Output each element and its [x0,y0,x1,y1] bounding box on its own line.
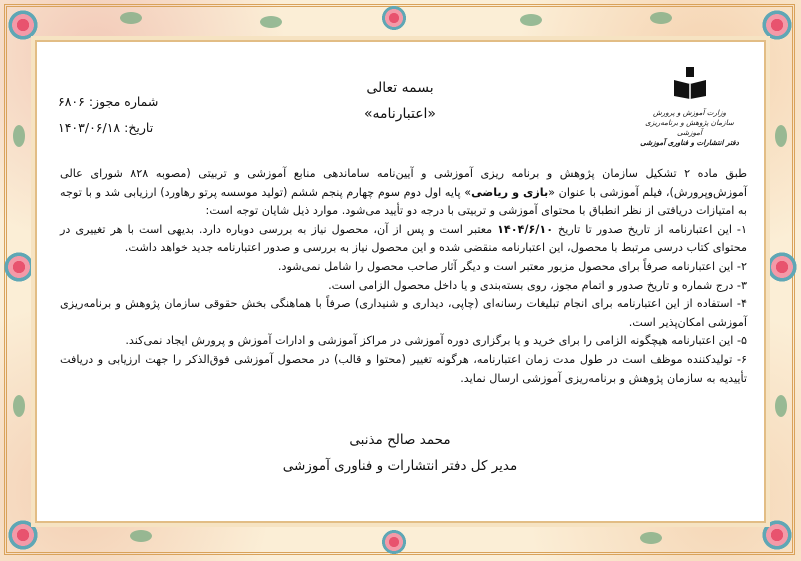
intro-paragraph [60,165,747,221]
leaf-ornament [260,16,282,28]
certificate-title: «اعتبارنامه» [363,106,437,122]
logo-office-name: دفتر انتشارات و فناوری آموزشی [640,138,739,147]
flower-ornament [765,250,799,284]
intro-text-end: » پایه اول دوم سوم چهارم پنجم ششم (تولید موسسه پرتو رهاورد) ارزیابی شد و با توجه به امتیازات دریافتی از نظر انطباق با محتوای آموزشی و تربیتی با درجه دو تأیید می‌شود. موارد ذیل شایان توجه است: [60,185,747,218]
permit-number-label: شماره مجوز: [88,94,159,109]
leaf-ornament [120,12,142,24]
permit-date-value: ۱۴۰۳/۰۶/۱۸ [58,120,121,135]
condition-item-6: ۶- تولیدکننده موظف است در طول مدت زمان اعتبارنامه، هرگونه تغییر (محتوا و قالب) در محصول آموزشی فوق‌الذکر را جهت ارزیابی و دریافت تأییدیه به سازمان پژوهش و برنامه‌ریزی آموزشی ارسال نماید. [60,352,747,385]
flower-ornament [760,518,794,552]
intro-text: طبق ماده ۲ تشکیل سازمان پژوهش و برنامه ریزی آموزشی و آیین‌نامه ساماندهی منابع آموزشی و تربیتی (مصوبه ۸۲۸ شورای عالی آموزش‌وپرورش)، فیلم آموزشی با عنوان « [60,167,747,199]
condition-item-2: ۲- این اعتبارنامه صرفاً برای محصول مزبور معتبر است و دیگر آثار صاحب محصول را شامل نمی‌شود. [277,259,747,273]
leaf-ornament [775,395,787,417]
signatory-name: محمد صالح مذنبی [349,432,451,448]
flower-ornament [760,8,794,42]
logo-ministry-name: وزارت آموزش و پرورش [653,108,726,117]
leaf-ornament [775,125,787,147]
flower-ornament [6,8,40,42]
leaf-ornament [640,532,662,544]
logo-organization-name: سازمان پژوهش و برنامه‌ریزی آموزشی [645,118,734,137]
condition-item-1 [60,221,747,258]
expiry-date: ۱۴۰۴/۶/۱۰ [497,222,554,236]
condition-1-text: ۱- این اعتبارنامه از تاریخ صدور تا تاریخ [553,222,747,236]
condition-item-3: ۳- درج شماره و تاریخ صدور و اتمام مجوز، روی بسته‌بندی و یا داخل محصول الزامی است. [328,278,747,292]
flower-ornament [6,518,40,552]
permit-date-label: تاریخ: [124,120,154,135]
flower-ornament [2,250,36,284]
permit-date [58,120,153,135]
certificate-body [60,165,747,388]
ministry-logo [632,66,747,161]
product-title: بازی و ریاضی [471,185,549,199]
permit-number [58,94,158,109]
book-emblem-icon [670,66,710,100]
flower-ornament [380,4,408,32]
leaf-ornament [520,14,542,26]
leaf-ornament [650,12,672,24]
leaf-ornament [13,125,25,147]
leaf-ornament [130,530,152,542]
condition-item-4: ۴- استفاده از این اعتبارنامه برای انجام تبلیغات رسانه‌ای (چاپی، دیداری و شنیداری) صرفاً با هماهنگی بخش حقوقی سازمان پژوهش و برنامه‌ریزی آموزشی امکان‌پذیر است. [60,297,747,329]
condition-item-5: ۵- این اعتبارنامه هیچگونه الزامی را برای خرید و یا برگزاری دوره آموزشی در مراکز آموزشی و ادارات آموزش و پرورش ایجاد نمی‌کند. [125,334,747,348]
signatory-position: مدیر کل دفتر انتشارات و فناوری آموزشی [282,458,518,474]
permit-number-value: ۶۸۰۶ [58,94,85,109]
leaf-ornament [13,395,25,417]
flower-ornament [380,528,408,556]
condition-1-text-end: معتبر است و پس از آن، محصول نیاز به بررسی دوباره دارد. بدیهی است با هر تغییری در محتوای کتاب درسی مرتبط با محصول، این اعتبارنامه منقضی شده و این محصول نیاز به بررسی و صدور اعتبارنامه جدید خواهد داشت. [60,222,747,255]
page-title: بسمه تعالی [366,80,434,96]
